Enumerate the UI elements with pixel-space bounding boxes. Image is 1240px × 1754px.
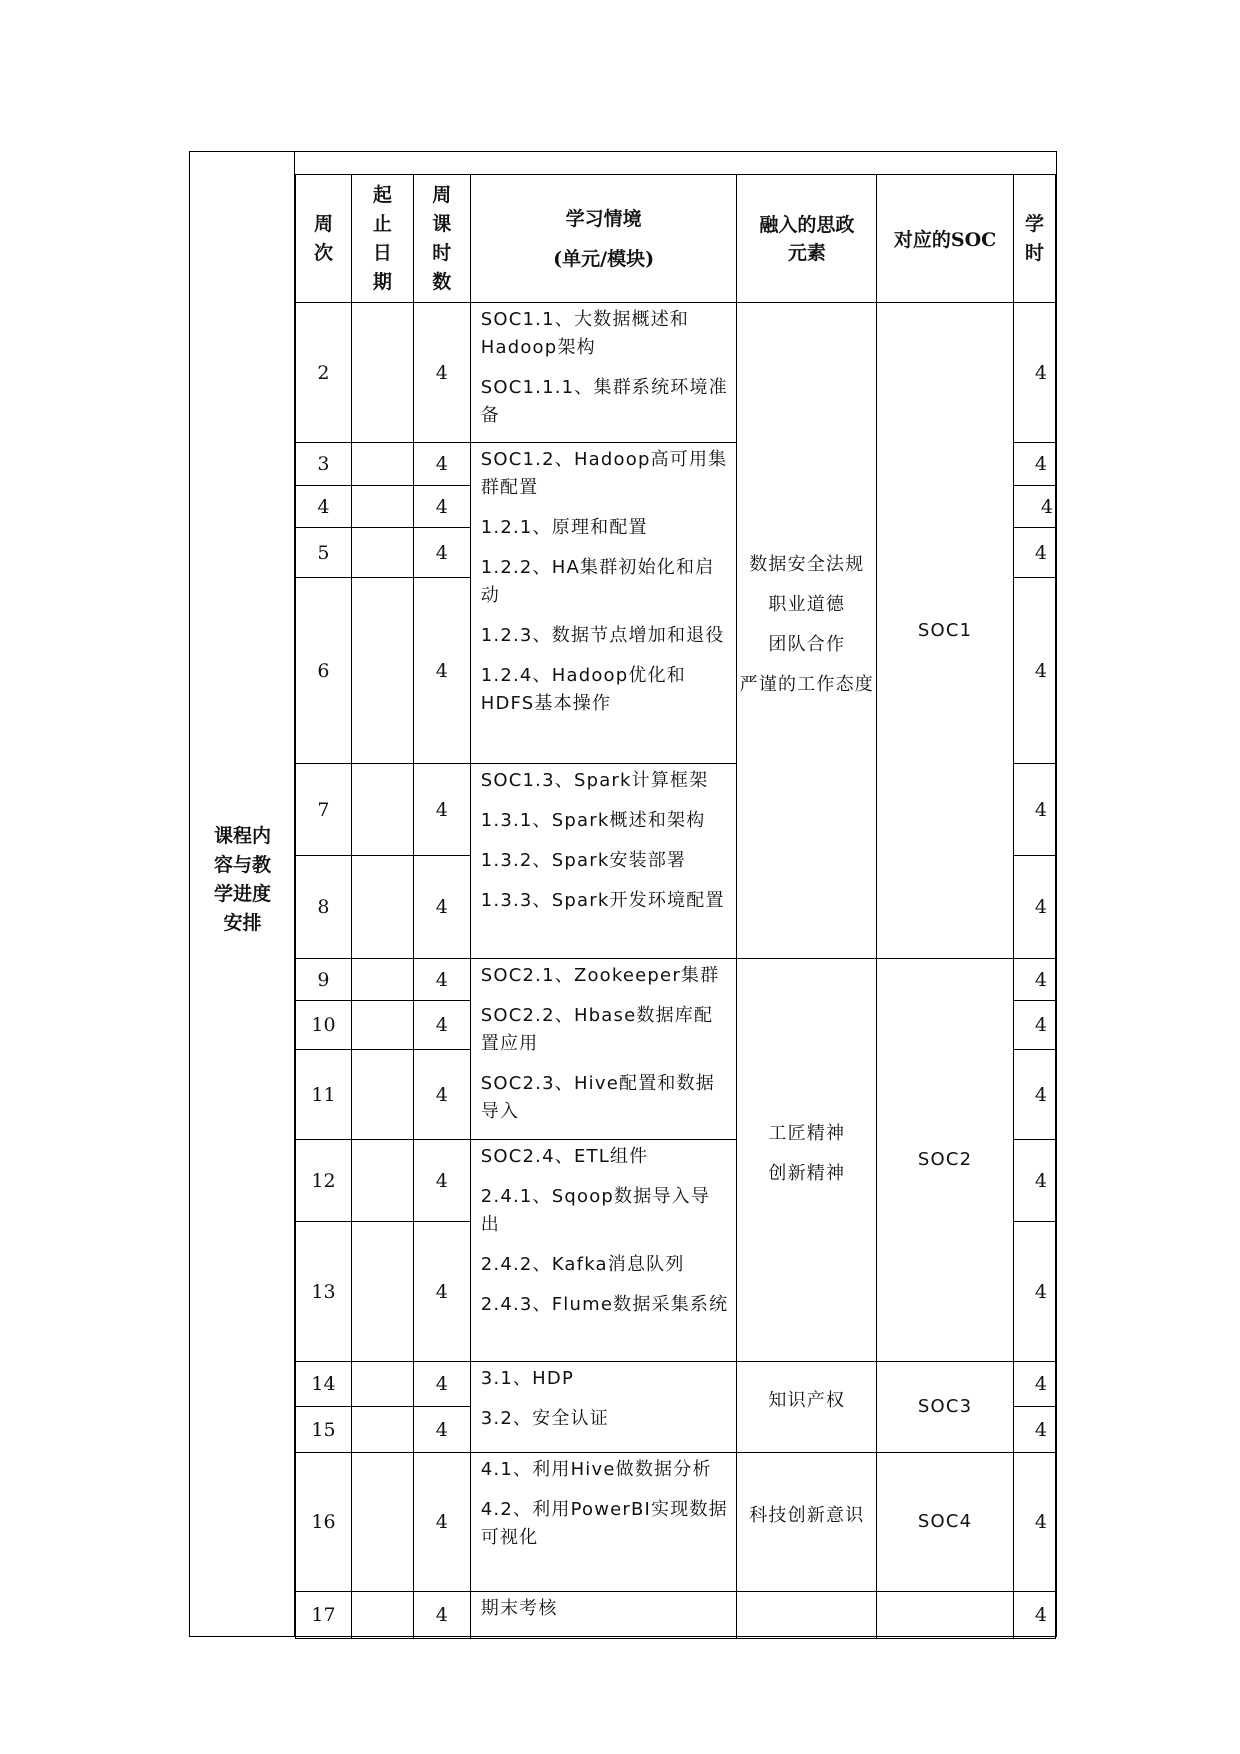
ideology-cell: [737, 303, 877, 959]
date-cell: [351, 578, 413, 764]
table-row: [296, 303, 1056, 443]
hours-cell: 4: [1014, 764, 1056, 856]
context-line: 1.2.1、原理和配置: [480, 517, 648, 538]
ideology-line: 科技创新意识: [749, 1505, 865, 1526]
weekly-hours-cell: 4: [413, 443, 470, 486]
context-line: 1.3.3、Spark开发环境配置: [480, 890, 725, 911]
soc-cell: SOC1: [877, 303, 1014, 959]
weekly-hours-cell: 4: [413, 486, 470, 528]
header-char: 学: [1024, 212, 1044, 235]
weekly-hours-cell: 4: [413, 856, 470, 959]
ideology-line: 团队合作: [768, 633, 846, 655]
header-hours: [1014, 175, 1056, 303]
hours-cell: 4: [1014, 443, 1056, 486]
context-line: SOC1.1.1、集群系统环境准备: [480, 377, 728, 426]
week-cell: 9: [296, 959, 352, 1001]
week-cell: 4: [296, 486, 352, 528]
context-line: 期末考核: [480, 1598, 558, 1619]
date-cell: [351, 486, 413, 528]
header-context: [470, 175, 737, 303]
hours-cell: 4: [1014, 1453, 1056, 1592]
header-ideology-line: 融入的思政: [759, 213, 855, 236]
week-cell: 7: [296, 764, 352, 856]
week-cell: 2: [296, 303, 352, 443]
ideology-cell: [737, 959, 877, 1362]
hours-cell: 4: [1014, 1001, 1056, 1050]
soc-cell: SOC2: [877, 959, 1014, 1362]
date-cell: [351, 1222, 413, 1362]
context-line: 1.2.3、数据节点增加和退役: [480, 625, 725, 646]
header-char: 时: [1024, 241, 1044, 264]
weekly-hours-cell: 4: [413, 303, 470, 443]
weekly-hours-cell: 4: [413, 1407, 470, 1453]
date-cell: [351, 303, 413, 443]
week-cell: 16: [296, 1453, 352, 1592]
ideology-cell: [737, 1362, 877, 1453]
table-row: [296, 1592, 1056, 1639]
week-cell: 11: [296, 1050, 352, 1140]
date-cell: [351, 443, 413, 486]
ideology-line: 工匠精神: [768, 1123, 846, 1144]
week-cell: 3: [296, 443, 352, 486]
soc-cell: SOC3: [877, 1362, 1014, 1453]
ideology-cell: [737, 1592, 877, 1639]
header-char: 数: [432, 270, 452, 293]
date-cell: [351, 1140, 413, 1222]
section-label-line: 课程内: [213, 825, 271, 847]
context-line: 1.2.4、Hadoop优化和HDFS基本操作: [480, 665, 686, 714]
context-line: 3.2、安全认证: [480, 1408, 609, 1429]
context-cell: [470, 764, 737, 959]
context-line: 2.4.3、Flume数据采集系统: [480, 1294, 729, 1315]
date-cell: [351, 1453, 413, 1592]
hours-cell: 4: [1014, 1222, 1056, 1362]
course-schedule-section: [189, 151, 1057, 1637]
header-char: 日: [372, 241, 392, 264]
header-char: 课: [432, 212, 452, 235]
date-cell: [351, 856, 413, 959]
hours-cell: 4: [1014, 1407, 1056, 1453]
week-cell: 17: [296, 1592, 352, 1639]
context-line: SOC2.4、ETL组件: [480, 1146, 649, 1167]
week-cell: 10: [296, 1001, 352, 1050]
header-ideology-line: 元素: [787, 241, 826, 264]
context-cell: [470, 1362, 737, 1453]
context-line: 4.1、利用Hive做数据分析: [480, 1459, 712, 1480]
week-cell: 6: [296, 578, 352, 764]
week-cell: 15: [296, 1407, 352, 1453]
header-dates: [351, 175, 413, 303]
section-label-column: [190, 152, 295, 1636]
date-cell: [351, 959, 413, 1001]
week-cell: 12: [296, 1140, 352, 1222]
date-cell: [351, 1050, 413, 1140]
hours-cell: 4: [1014, 959, 1056, 1001]
date-cell: [351, 1592, 413, 1639]
weekly-hours-cell: 4: [413, 578, 470, 764]
ideology-line: 知识产权: [768, 1390, 846, 1411]
weekly-hours-cell: 4: [413, 1050, 470, 1140]
hours-cell: 4: [1014, 1592, 1056, 1639]
week-cell: 13: [296, 1222, 352, 1362]
context-cell: [470, 1592, 737, 1639]
context-cell: [470, 443, 737, 764]
weekly-hours-cell: 4: [413, 764, 470, 856]
ideology-line: 创新精神: [768, 1163, 846, 1184]
hours-cell: 4: [1014, 486, 1056, 528]
header-char: 周: [432, 183, 452, 206]
weekly-hours-cell: 4: [413, 959, 470, 1001]
section-label: [190, 822, 295, 938]
context-line: SOC1.2、Hadoop高可用集群配置: [480, 449, 728, 498]
header-char: 起: [372, 183, 392, 206]
section-label-line: 安排: [223, 912, 262, 934]
ideology-line: 数据安全法规: [749, 553, 865, 575]
soc-cell: [877, 1592, 1014, 1639]
context-line: SOC2.2、Hbase数据库配置应用: [480, 1005, 714, 1054]
table-row: [296, 1453, 1056, 1592]
weekly-hours-cell: 4: [413, 1222, 470, 1362]
hours-cell: 4: [1014, 578, 1056, 764]
weekly-hours-cell: 4: [413, 528, 470, 578]
header-char: 次: [313, 241, 333, 264]
context-line: 3.1、HDP: [480, 1368, 575, 1389]
table-top-spacer: [295, 152, 1056, 175]
date-cell: [351, 528, 413, 578]
weekly-hours-cell: 4: [413, 1140, 470, 1222]
context-line: 1.3.1、Spark概述和架构: [480, 810, 706, 831]
week-cell: 8: [296, 856, 352, 959]
header-char: 时: [432, 241, 452, 264]
context-line: 1.2.2、HA集群初始化和启动: [480, 557, 715, 606]
context-line: SOC2.1、Zookeeper集群: [480, 965, 720, 986]
week-cell: 5: [296, 528, 352, 578]
context-line: SOC1.1、大数据概述和Hadoop架构: [480, 309, 690, 358]
context-cell: [470, 959, 737, 1140]
context-cell: [470, 1140, 737, 1362]
header-week: [296, 175, 352, 303]
date-cell: [351, 1001, 413, 1050]
header-soc: 对应的SOC: [877, 175, 1014, 303]
table-row: [296, 959, 1056, 1001]
header-char: 止: [372, 212, 392, 235]
ideology-line: 职业道德: [768, 593, 846, 615]
weekly-hours-cell: 4: [413, 1362, 470, 1407]
table-row: [296, 1362, 1056, 1407]
schedule-table: [295, 174, 1056, 1639]
header-weekly-hours: [413, 175, 470, 303]
weekly-hours-cell: 4: [413, 1592, 470, 1639]
hours-cell: 4: [1014, 856, 1056, 959]
weekly-hours-cell: 4: [413, 1453, 470, 1592]
header-char: 周: [313, 212, 333, 235]
date-cell: [351, 764, 413, 856]
context-line: 1.3.2、Spark安装部署: [480, 850, 687, 871]
header-char: 期: [372, 270, 392, 293]
context-line: SOC2.3、Hive配置和数据导入: [480, 1073, 716, 1122]
ideology-line: 严谨的工作态度: [739, 673, 875, 695]
hours-cell: 4: [1014, 1050, 1056, 1140]
ideology-cell: [737, 1453, 877, 1592]
section-label-line: 学进度: [213, 883, 271, 905]
context-line: 2.4.1、Sqoop数据导入导出: [480, 1186, 711, 1235]
date-cell: [351, 1407, 413, 1453]
date-cell: [351, 1362, 413, 1407]
header-ideology: [737, 175, 877, 303]
context-cell: [470, 1453, 737, 1592]
hours-cell: 4: [1014, 1140, 1056, 1222]
context-line: 4.2、利用PowerBI实现数据可视化: [480, 1499, 728, 1548]
section-label-line: 容与教: [213, 854, 271, 876]
context-line: SOC1.3、Spark计算框架: [480, 770, 709, 791]
header-context-line: 学习情境: [565, 207, 642, 230]
context-cell: [470, 303, 737, 443]
week-cell: 14: [296, 1362, 352, 1407]
soc-cell: SOC4: [877, 1453, 1014, 1592]
context-line: 2.4.2、Kafka消息队列: [480, 1254, 685, 1275]
header-context-line: (单元/模块): [553, 247, 655, 270]
weekly-hours-cell: 4: [413, 1001, 470, 1050]
hours-cell: 4: [1014, 303, 1056, 443]
hours-cell: 4: [1014, 528, 1056, 578]
hours-cell: 4: [1014, 1362, 1056, 1407]
header-row: [296, 175, 1056, 303]
